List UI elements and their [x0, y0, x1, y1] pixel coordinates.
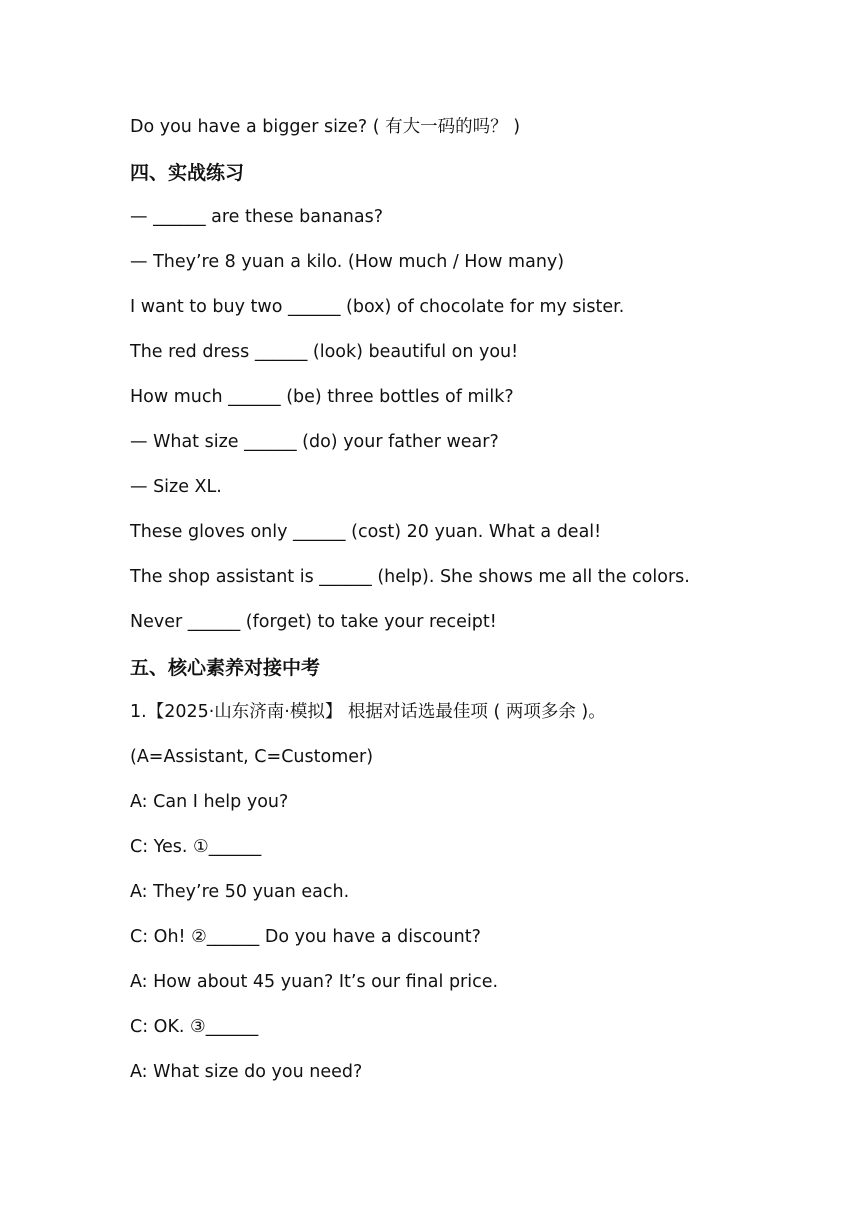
section-heading-exam: 五、核心素养对接中考: [130, 657, 321, 679]
exercise-line: These gloves only ______ (cost) 20 yuan. What a deal!: [130, 522, 602, 542]
exercise-line: The red dress ______ (look) beautiful on you!: [130, 342, 519, 362]
exercise-line: Never ______ (forget) to take your receipt!: [130, 612, 497, 632]
exercise-line: — ______ are these bananas?: [130, 207, 384, 227]
exercise-line: — Size XL.: [130, 477, 222, 497]
intro-line: Do you have a bigger size? ( 有大一码的吗？ ): [130, 117, 521, 137]
dialogue-line: C: Oh! ②______ Do you have a discount?: [130, 927, 481, 947]
section-heading-practice: 四、实战练习: [130, 162, 245, 184]
dialogue-legend: (A=Assistant, C=Customer): [130, 747, 374, 767]
question-title: 1.【2025·山东济南·模拟】 根据对话选最佳项 ( 两项多余 )。: [130, 702, 606, 722]
exercise-line: — What size ______ (do) your father wear?: [130, 432, 499, 452]
dialogue-line: A: They’re 50 yuan each.: [130, 882, 350, 902]
dialogue-line: A: Can I help you?: [130, 792, 289, 812]
dialogue-line: C: Yes. ①______: [130, 837, 262, 857]
exercise-line: The shop assistant is ______ (help). She shows me all the colors.: [130, 567, 690, 587]
dialogue-line: C: OK. ③______: [130, 1017, 259, 1037]
dialogue-line: A: What size do you need?: [130, 1062, 363, 1082]
dialogue-line: A: How about 45 yuan? It’s our final price.: [130, 972, 499, 992]
exercise-line: How much ______ (be) three bottles of milk?: [130, 387, 514, 407]
exercise-line: — They’re 8 yuan a kilo. (How much / How many): [130, 252, 565, 272]
exercise-line: I want to buy two ______ (box) of chocolate for my sister.: [130, 297, 625, 317]
